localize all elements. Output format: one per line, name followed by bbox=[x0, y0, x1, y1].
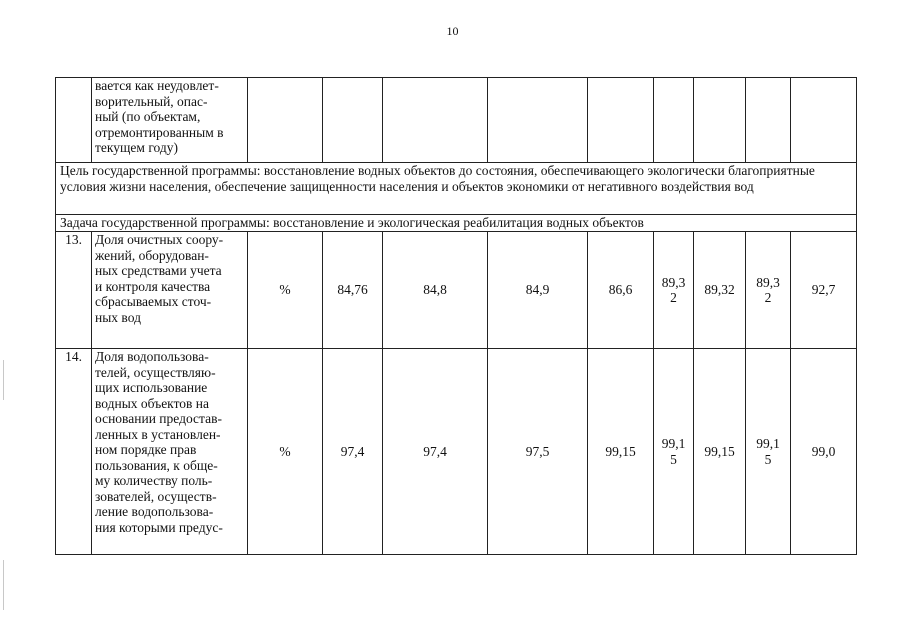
table-row bbox=[56, 232, 857, 349]
indicator-line: му количеству поль- bbox=[95, 473, 213, 488]
indicator-line: жений, оборудован- bbox=[95, 247, 209, 263]
indicator-line: пользования, к обще- bbox=[95, 457, 218, 473]
program-indicators-table bbox=[55, 77, 857, 555]
indicator-line: текущем году) bbox=[95, 140, 178, 155]
table-row-continuation bbox=[56, 78, 857, 163]
indicator-line: зователей, осуществ- bbox=[95, 488, 217, 504]
value-cell: 84,76 bbox=[323, 232, 383, 349]
row-number: 14. bbox=[56, 349, 92, 555]
value-cell bbox=[746, 78, 791, 163]
indicator-line: ных вод bbox=[95, 309, 141, 325]
value-cell: 97,4 bbox=[323, 349, 383, 555]
indicator-line: вается как неудовлет- bbox=[95, 78, 219, 93]
value-cell: 99,0 bbox=[791, 349, 857, 555]
value-cell: 97,4 bbox=[383, 349, 488, 555]
value-cell bbox=[654, 78, 694, 163]
indicator-line: ление водопользова- bbox=[95, 504, 214, 519]
indicator-line: ный (по объектам, bbox=[95, 109, 201, 124]
value-cell bbox=[588, 78, 654, 163]
unit-cell: % bbox=[248, 349, 323, 555]
value-cell: 89,3 2 bbox=[654, 232, 694, 349]
value-cell: 84,8 bbox=[383, 232, 488, 349]
unit-cell: % bbox=[248, 232, 323, 349]
indicator-line: основании предостав- bbox=[95, 411, 222, 426]
value-cell: 99,1 5 bbox=[654, 349, 694, 555]
indicator-line: водных объектов на bbox=[95, 395, 210, 411]
indicator-line: щих использование bbox=[95, 380, 208, 395]
indicator-cell bbox=[92, 78, 248, 163]
value-cell bbox=[694, 78, 746, 163]
indicator-line: ленных в установлен- bbox=[95, 426, 221, 442]
value-cell: 97,5 bbox=[488, 349, 588, 555]
value-cell bbox=[383, 78, 488, 163]
value-cell: 86,6 bbox=[588, 232, 654, 349]
value-cell: 99,1 5 bbox=[746, 349, 791, 555]
goal-row bbox=[56, 163, 857, 215]
unit-cell bbox=[248, 78, 323, 163]
indicator-cell bbox=[92, 232, 248, 349]
indicator-line: отремонтированным в bbox=[95, 124, 224, 140]
indicator-line: ных средствами учета bbox=[95, 263, 222, 278]
value-cell bbox=[323, 78, 383, 163]
value-cell: 84,9 bbox=[488, 232, 588, 349]
scan-edge-mark bbox=[3, 560, 4, 610]
value-cell: 99,15 bbox=[588, 349, 654, 555]
indicator-cell bbox=[92, 349, 248, 555]
indicator-line: ворительный, опас- bbox=[95, 93, 208, 109]
indicator-line: телей, осуществляю- bbox=[95, 364, 216, 380]
indicator-line: и контроля качества bbox=[95, 278, 211, 294]
indicator-line: ния которыми предус- bbox=[95, 519, 223, 535]
task-row bbox=[56, 215, 857, 232]
indicator-line: ном порядке прав bbox=[95, 442, 197, 457]
indicator-line: сбрасываемых сточ- bbox=[95, 294, 212, 309]
value-cell bbox=[791, 78, 857, 163]
scan-edge-mark bbox=[3, 360, 4, 400]
value-cell bbox=[488, 78, 588, 163]
page-number: 10 bbox=[446, 24, 459, 38]
indicator-line: Доля очистных соору- bbox=[95, 232, 224, 247]
indicator-line: Доля водопользова- bbox=[95, 349, 209, 364]
row-number-cell bbox=[56, 78, 92, 163]
value-cell: 89,32 bbox=[694, 232, 746, 349]
value-cell: 89,3 2 bbox=[746, 232, 791, 349]
row-number: 13. bbox=[56, 232, 92, 349]
goal-text: Цель государственной программы: восстановление водных объектов до состояния, обеспечивающего экологически благоприятные условия жизни населения, обеспечение защищенности населения и объектов экономики от негативного воздействия вод bbox=[56, 163, 857, 215]
task-text: Задача государственной программы: восстановление и экологическая реабилитация водных объектов bbox=[56, 215, 857, 232]
value-cell: 92,7 bbox=[791, 232, 857, 349]
table-row bbox=[56, 349, 857, 555]
value-cell: 99,15 bbox=[694, 349, 746, 555]
